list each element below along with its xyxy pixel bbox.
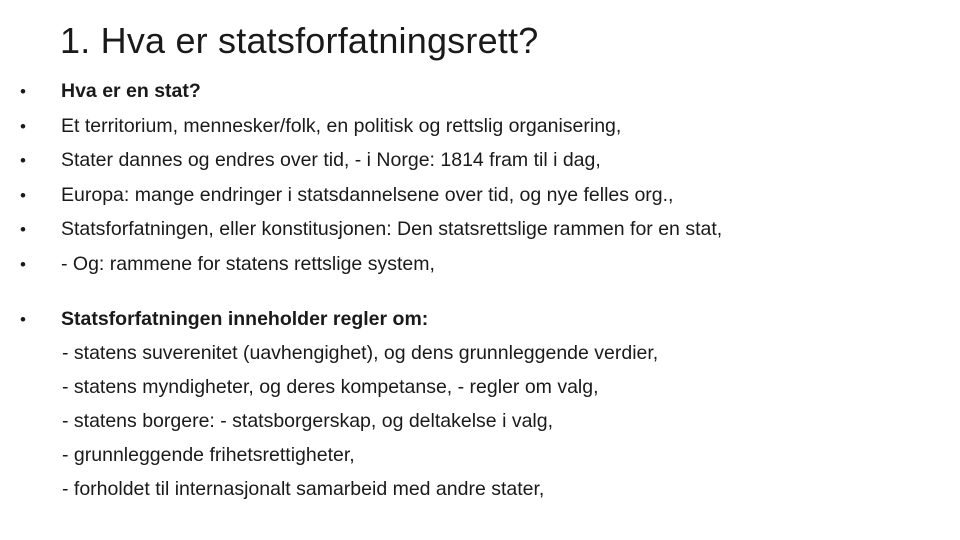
bullet-icon: • [20, 310, 26, 329]
list-item [17, 181, 722, 216]
list-item-text: - Og: rammene for statens rettslige system, [61, 252, 435, 275]
list-item-heading [17, 305, 428, 340]
sub-list-item: - statens suverenitet (uavhengighet), og dens grunnleggende verdier, [62, 342, 659, 364]
bullet-icon: • [20, 82, 26, 101]
bullet-icon: • [20, 116, 26, 136]
sub-list-item: - grunnleggende frihetsrettigheter, [62, 444, 355, 466]
sub-list-item: - statens borgere: - statsborgerskap, og deltakelse i valg, [62, 410, 554, 432]
bullet-list [17, 77, 722, 284]
list-item-text: Europa: mange endringer i statsdannelsene over tid, og nye felles org., [61, 183, 674, 206]
list-item [17, 215, 722, 250]
sub-list-item: - forholdet til internasjonalt samarbeid med andre stater, [62, 478, 545, 500]
list-item-text: Et territorium, mennesker/folk, en politisk og rettslig organisering, [61, 114, 622, 137]
list-item-text: Statsforfatningen, eller konstitusjonen: Den statsrettslige rammen for en stat, [61, 218, 723, 240]
bullet-icon: • [20, 254, 26, 274]
bullet-list-rules [17, 305, 428, 340]
list-item [17, 146, 722, 181]
list-item [17, 77, 722, 112]
bullet-icon: • [20, 185, 26, 205]
list-item [17, 250, 722, 285]
list-item-text: Hva er en stat? [61, 80, 201, 102]
slide-title: 1. Hva er statsforfatningsrett? [60, 20, 539, 61]
sub-list-item: - statens myndigheter, og deres kompetanse, - regler om valg, [62, 376, 599, 398]
rules-sub-list [62, 339, 658, 509]
bullet-icon: • [20, 220, 26, 239]
list-item [17, 112, 722, 147]
bullet-icon: • [20, 151, 26, 170]
list-item-text: Stater dannes og endres over tid, - i Norge: 1814 fram til i dag, [61, 149, 601, 171]
section-heading: Statsforfatningen inneholder regler om: [61, 308, 429, 330]
